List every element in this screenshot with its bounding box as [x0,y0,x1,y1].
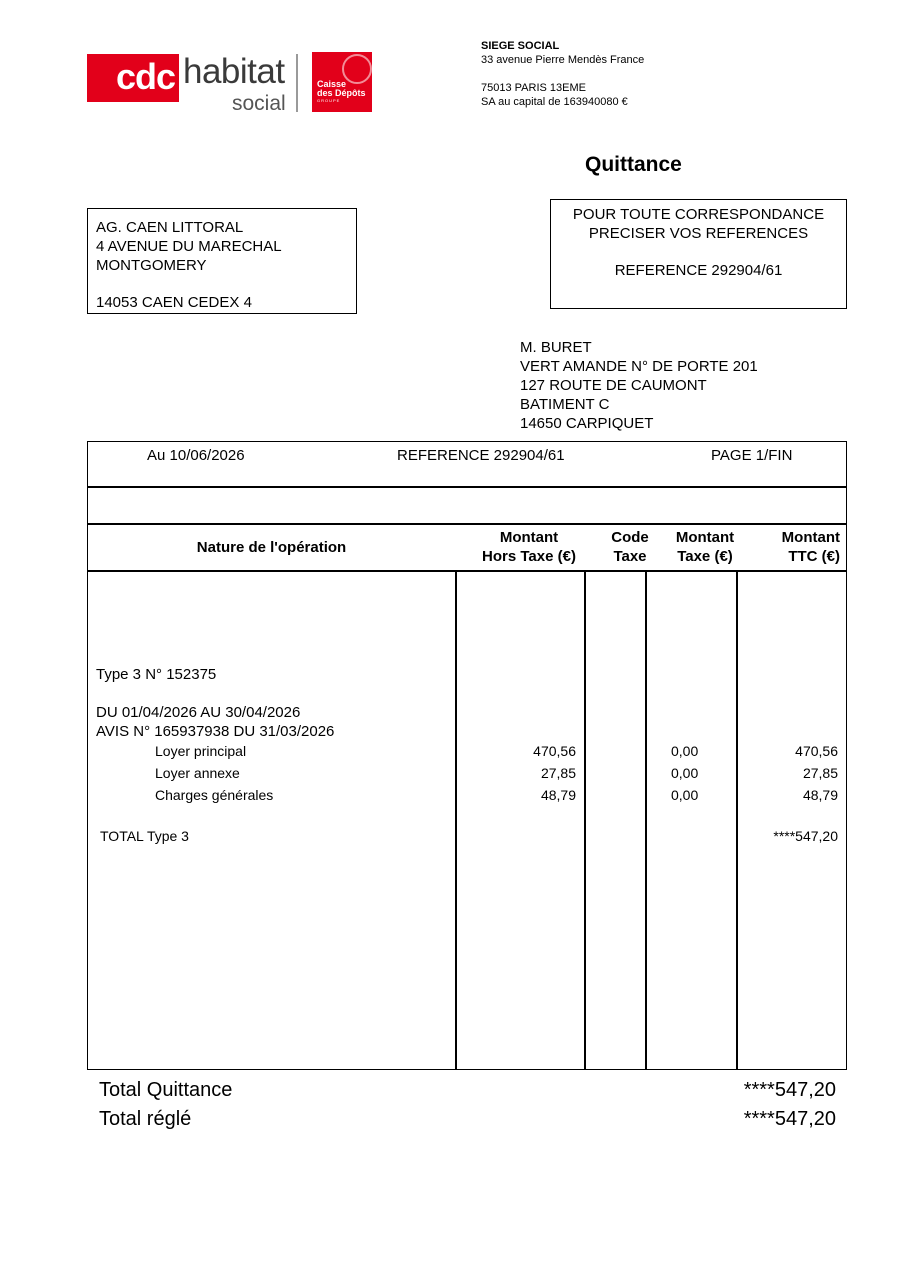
agence-line4: 14053 CAEN CEDEX 4 [96,294,252,311]
type-line: Type 3 N° 152375 [96,666,217,683]
header-date: Au 10/06/2026 [147,447,245,464]
row-label: Loyer principal [155,743,247,759]
row-ttc: 470,56 [795,743,838,759]
logo-partner-line1: Caisse [317,79,347,89]
recipient-line1: M. BURET [520,339,592,356]
column-code [600,528,660,566]
document-title: Quittance [585,153,682,176]
avis-line: AVIS N° 165937938 DU 31/03/2026 [96,723,335,740]
table-divider [87,523,847,525]
column-divider [455,571,457,1069]
total-regle-label: Total réglé [99,1108,192,1130]
siege-line3: SA au capital de 163940080 € [481,96,628,108]
caisse-des-depots-logo [312,52,372,112]
row-ttc: 48,79 [802,787,838,803]
column-code-line2: Taxe [613,548,647,565]
total-quittance-label: Total Quittance [99,1079,233,1101]
row-ht: 48,79 [540,787,576,803]
recipient-address [520,338,758,433]
total-type-value: ****547,20 [773,828,838,844]
table-divider [87,486,847,488]
period-line: DU 01/04/2026 AU 30/04/2026 [96,704,301,721]
total-type-label: TOTAL Type 3 [100,828,189,844]
column-ttc [760,528,840,566]
column-taxe-line2: Taxe (€) [677,548,733,565]
corresp-line1: POUR TOUTE CORRESPONDANCE [572,206,825,223]
recipient-line3: 127 ROUTE DE CAUMONT [520,377,707,394]
row-taxe: 0,00 [671,787,699,803]
column-ht-line1: Montant [499,529,559,546]
column-taxe-line1: Montant [675,529,735,546]
siege-social-block [481,39,644,109]
header-page: PAGE 1/FIN [711,447,793,464]
column-ttc-line1: Montant [781,529,840,546]
row-ht: 27,85 [540,765,576,781]
column-code-line1: Code [611,529,649,546]
logo-partner-line3: GROUPE [317,98,341,103]
column-ttc-line2: TTC (€) [788,548,840,565]
total-quittance-value: ****547,20 [743,1079,836,1101]
row-label: Loyer annexe [155,765,240,781]
agence-line1: AG. CAEN LITTORAL [96,219,244,236]
row-label: Charges générales [155,787,274,803]
siege-line1: 33 avenue Pierre Mendès France [481,54,645,66]
logo-habitat-text: habitat [183,52,285,91]
column-taxe [665,528,745,566]
logo-partner-line2: des Dépôts [317,88,366,98]
row-taxe: 0,00 [671,743,699,759]
table-divider [87,570,847,572]
row-ht: 470,56 [533,743,576,759]
header-reference: REFERENCE 292904/61 [397,447,565,464]
seal-icon [342,54,372,84]
column-ht [470,528,588,566]
row-taxe: 0,00 [671,765,699,781]
column-divider [645,571,647,1069]
agence-line3: MONTGOMERY [96,257,207,274]
column-divider [736,571,738,1069]
logo-social-text: social [232,92,286,115]
column-divider [584,571,586,1069]
agence-address-box [87,208,357,314]
correspondance-box [550,199,847,309]
logo-cdc-block [87,54,179,102]
period-block [96,703,334,741]
siege-line2: 75013 PARIS 13EME [481,82,586,94]
agence-line2: 4 AVENUE DU MARECHAL [96,238,282,255]
corresp-line2: PRECISER VOS REFERENCES [588,225,809,242]
corresp-reference: REFERENCE 292904/61 [614,262,783,279]
row-ttc: 27,85 [802,765,838,781]
logo-separator [296,54,298,112]
siege-title: SIEGE SOCIAL [481,40,560,52]
recipient-line2: VERT AMANDE N° DE PORTE 201 [520,358,758,375]
total-regle-value: ****547,20 [743,1108,836,1130]
column-ht-line2: Hors Taxe (€) [482,548,576,565]
logo-cdc-text: cdc [115,56,175,97]
recipient-line5: 14650 CARPIQUET [520,415,654,432]
column-nature: Nature de l'opération [196,539,347,556]
recipient-line4: BATIMENT C [520,396,610,413]
